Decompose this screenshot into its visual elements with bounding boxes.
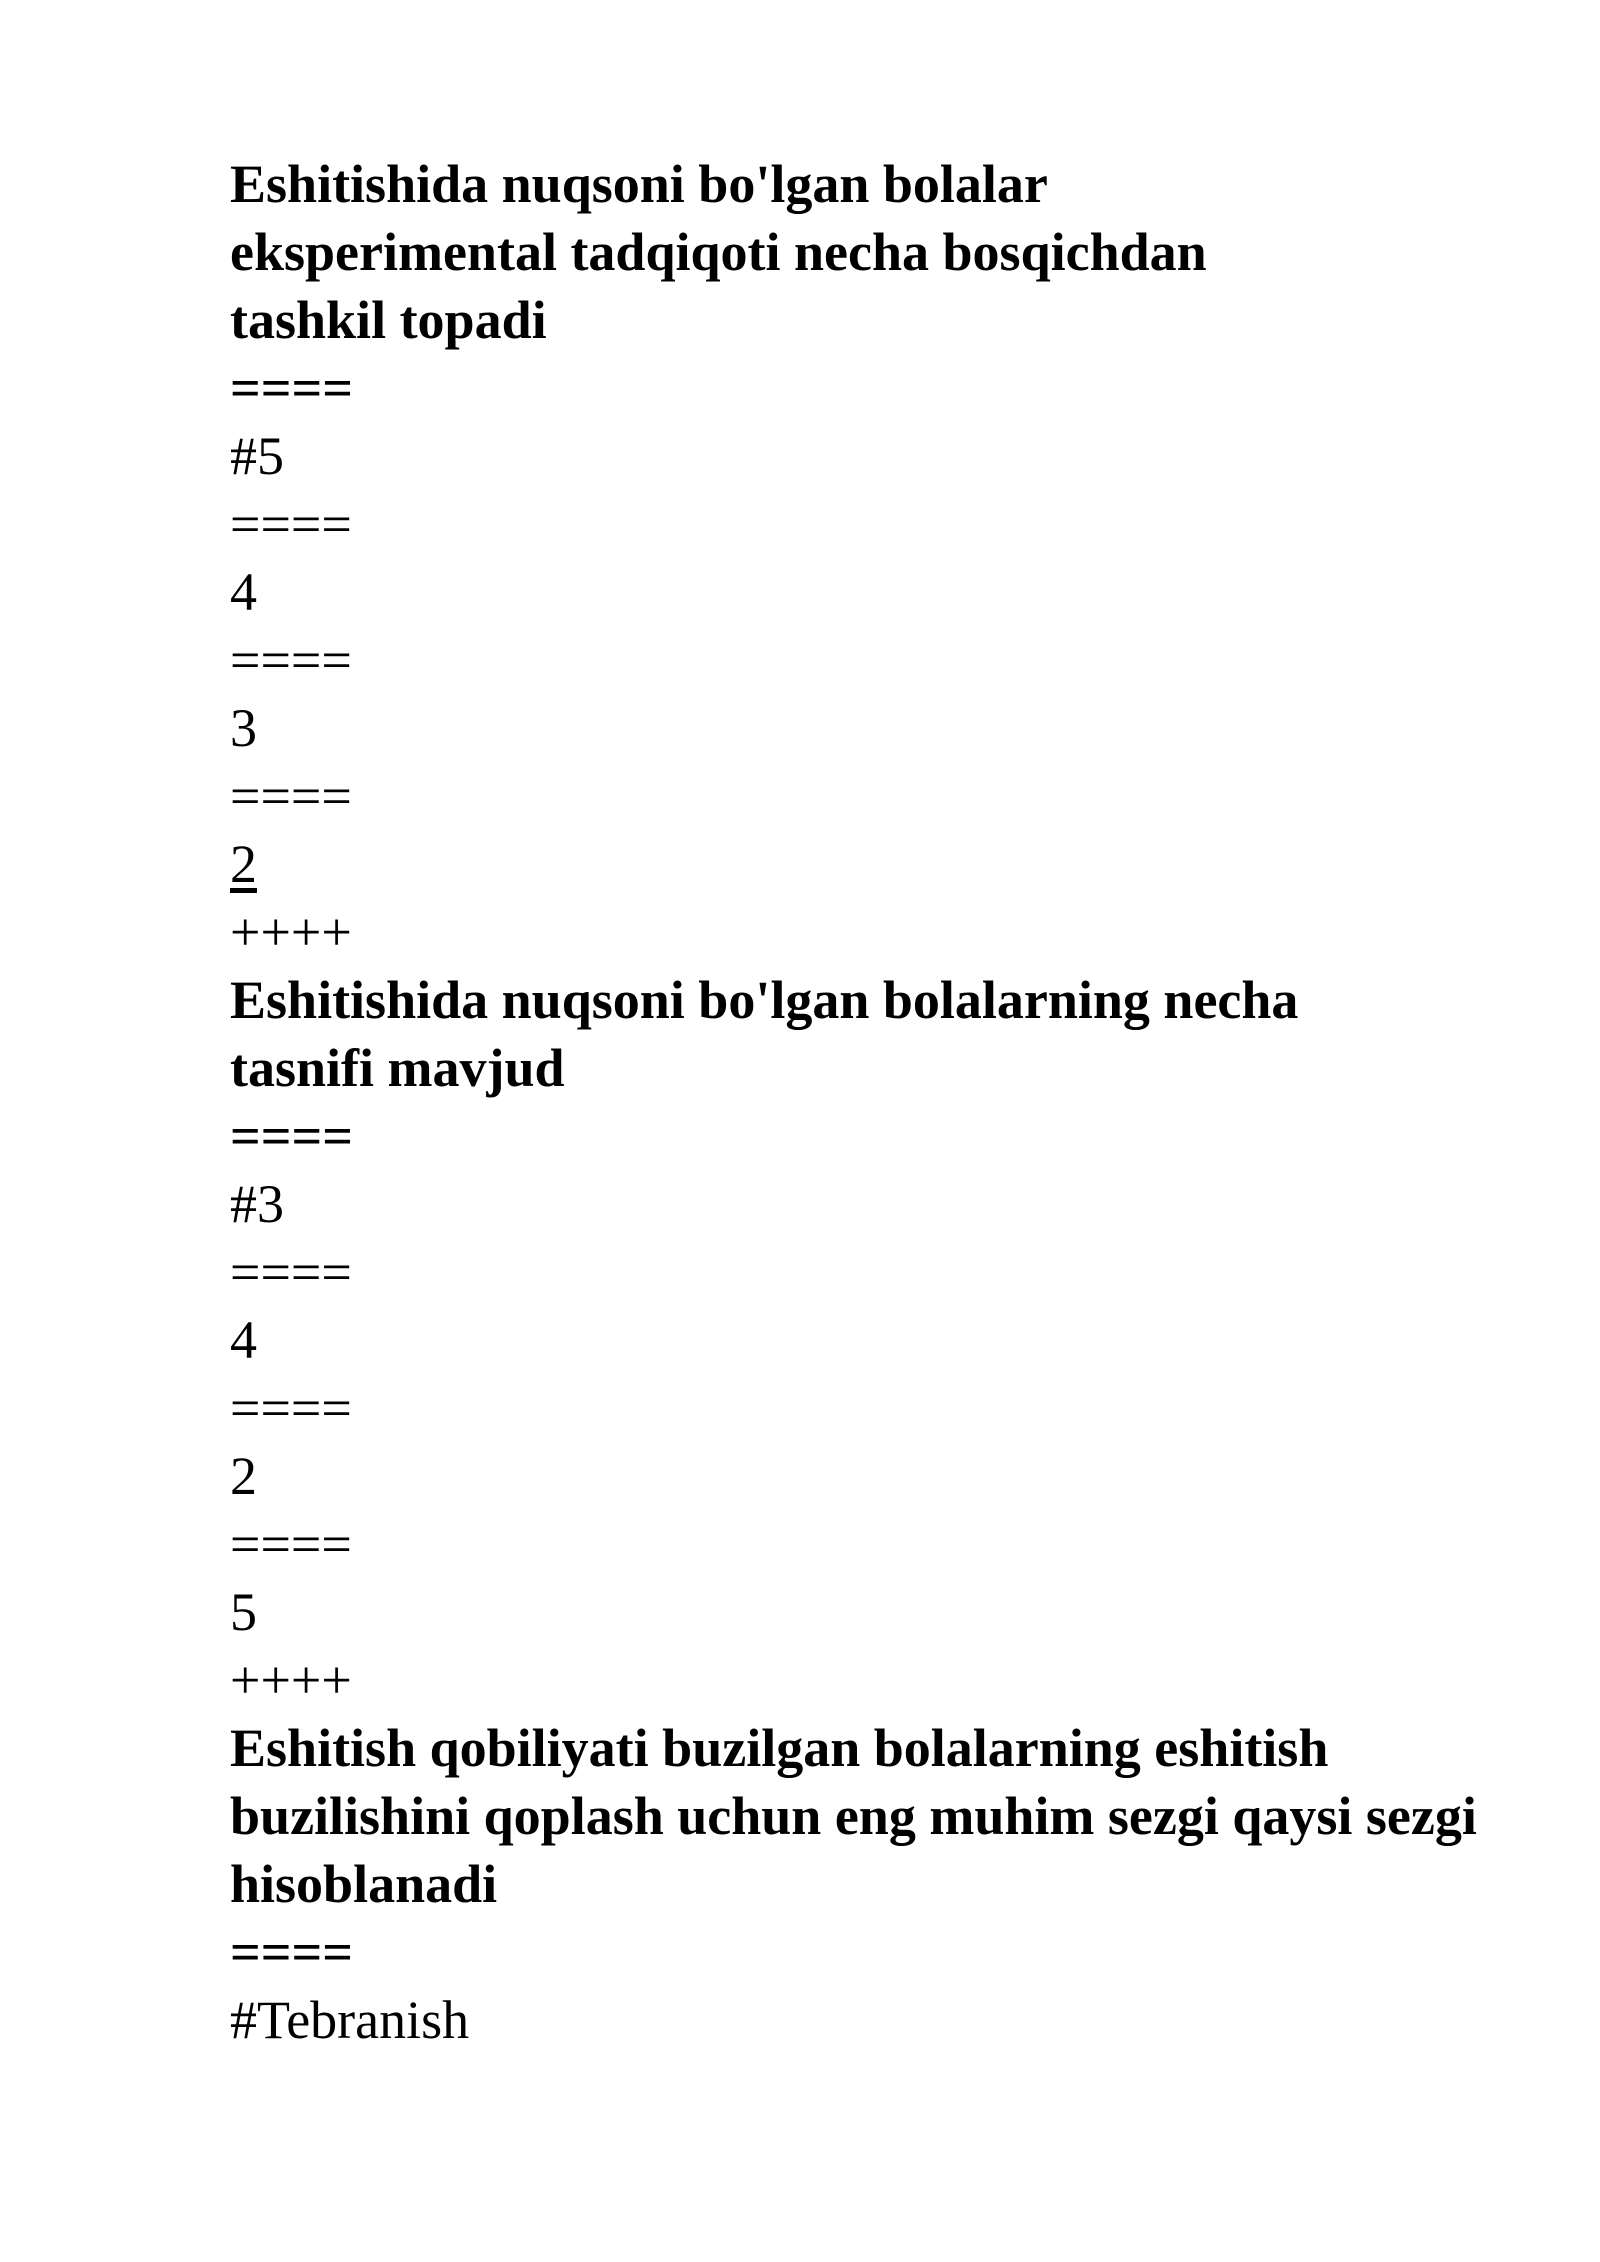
question-text: Eshitish qobiliyati buzilgan bolalarning eshitish buzilishini qoplash uchun eng muhim sezgi qaysi sezgi hisoblanadi	[230, 1718, 1491, 1914]
separator: ====	[230, 1922, 354, 1982]
answer-option: 5	[230, 1582, 257, 1642]
answer-option: 2	[230, 834, 257, 894]
separator: ====	[230, 358, 354, 418]
answer-option: #3	[230, 1174, 284, 1234]
separator: ====	[230, 1378, 352, 1438]
end-marker: ++++	[230, 1650, 352, 1710]
end-marker: ++++	[230, 902, 352, 962]
question-block-3	[230, 1714, 1530, 2054]
answer-option: 2	[230, 1446, 257, 1506]
separator: ====	[230, 1514, 352, 1574]
question-block-2	[230, 966, 1530, 1714]
answer-option: 4	[230, 562, 257, 622]
question-text: Eshitishida nuqsoni bo'lgan bolalarning necha tasnifi mavjud	[230, 970, 1312, 1098]
answer-option: 3	[230, 698, 257, 758]
separator: ====	[230, 630, 352, 690]
separator: ====	[230, 494, 352, 554]
answer-option: #5	[230, 426, 284, 486]
document-page	[230, 150, 1530, 2054]
separator: ====	[230, 1242, 352, 1302]
question-block-1	[230, 150, 1530, 966]
separator: ====	[230, 766, 352, 826]
separator: ====	[230, 1106, 354, 1166]
question-text: Eshitishida nuqsoni bo'lgan bolalar eksperimental tadqiqoti necha bosqichdan tashkil topadi	[230, 154, 1221, 350]
answer-option: #Tebranish	[230, 1990, 470, 2050]
answer-option: 4	[230, 1310, 257, 1370]
